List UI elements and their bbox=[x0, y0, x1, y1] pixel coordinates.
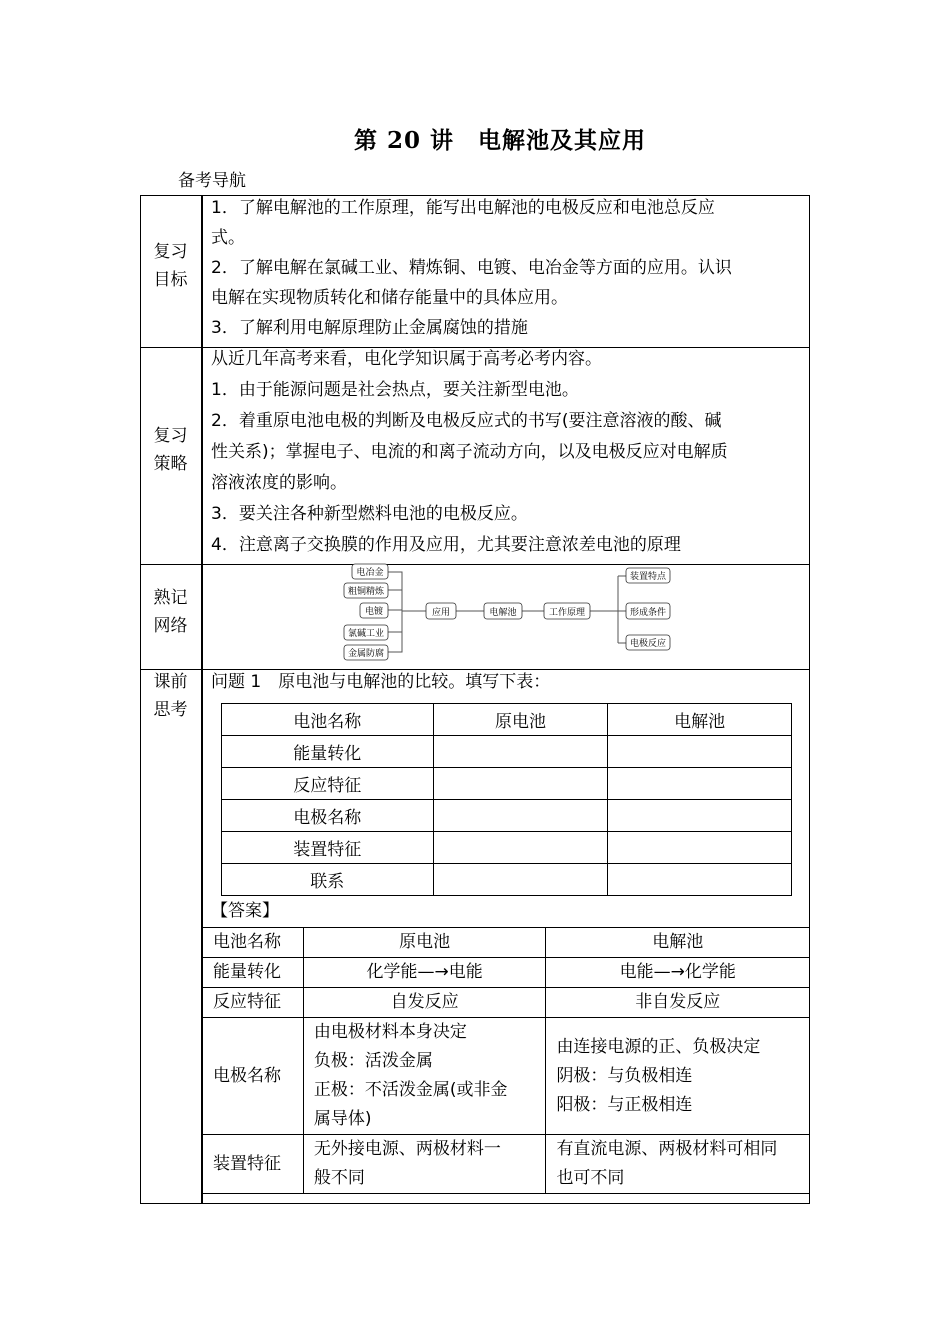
table-cell: 无外接电源、两极材料一 般不同 bbox=[303, 1135, 546, 1194]
blank-cell[interactable] bbox=[433, 864, 608, 896]
row-label: 能量转化 bbox=[203, 958, 304, 988]
node-label: 金属防腐 bbox=[347, 649, 385, 659]
table-row bbox=[222, 832, 792, 864]
table-cell: 自发反应 bbox=[303, 988, 546, 1018]
row-label: 电极名称 bbox=[203, 1018, 304, 1135]
strategy-line: 2．着重原电池电极的判断及电极反应式的书写(要注意溶液的酸、碱 bbox=[211, 411, 722, 431]
strategy-line: 3．要关注各种新型燃料电池的电极反应。 bbox=[211, 504, 528, 524]
table-row bbox=[203, 958, 810, 988]
goals-label: 复习 目标 bbox=[153, 242, 188, 290]
table-row bbox=[222, 800, 792, 832]
section-label: 备考导航 bbox=[178, 171, 246, 191]
blank-cell[interactable] bbox=[608, 768, 792, 800]
node-label: 电极反应 bbox=[629, 639, 667, 649]
table-cell: 电能—→化学能 bbox=[546, 958, 810, 988]
node-label: 电镀 bbox=[364, 607, 384, 617]
table-cell: 由连接电源的正、负极决定 阴极：与负极相连 阳极：与正极相连 bbox=[546, 1018, 810, 1135]
table-row bbox=[203, 928, 810, 958]
table-header: 电池名称 bbox=[203, 928, 304, 958]
table-header: 电解池 bbox=[546, 928, 810, 958]
table-cell: 非自发反应 bbox=[546, 988, 810, 1018]
strategy-line: 4．注意离子交换膜的作用及应用，尤其要注意浓差电池的原理 bbox=[211, 535, 681, 555]
strategy-label: 复习 策略 bbox=[153, 426, 188, 474]
row-label: 能量转化 bbox=[222, 736, 434, 768]
table-row bbox=[222, 704, 792, 736]
node-label: 电解池 bbox=[489, 608, 517, 618]
table-cell: 化学能—→电能 bbox=[303, 958, 546, 988]
goals-line: 2．了解电解在氯碱工业、精炼铜、电镀、电冶金等方面的应用。认识 bbox=[211, 258, 732, 278]
table-header: 原电池 bbox=[303, 928, 546, 958]
table-row bbox=[222, 864, 792, 896]
blank-cell[interactable] bbox=[608, 736, 792, 768]
page-title: 第 20 讲 电解池及其应用 bbox=[353, 127, 647, 154]
concept-map bbox=[340, 563, 680, 663]
question-text: 问题 1 原电池与电解池的比较。填写下表： bbox=[211, 672, 551, 692]
row-label: 装置特征 bbox=[222, 832, 434, 864]
node-label: 装置特点 bbox=[629, 572, 667, 582]
goals-content bbox=[211, 193, 803, 343]
node-label: 工作原理 bbox=[548, 608, 586, 618]
blank-cell[interactable] bbox=[608, 864, 792, 896]
blank-cell[interactable] bbox=[433, 736, 608, 768]
blank-cell[interactable] bbox=[433, 800, 608, 832]
table-header: 原电池 bbox=[433, 704, 608, 736]
strategy-line: 1．由于能源问题是社会热点，要关注新型电池。 bbox=[211, 380, 579, 400]
strategy-content bbox=[211, 344, 803, 561]
node-label: 粗铜精炼 bbox=[347, 587, 385, 597]
row-label: 电极名称 bbox=[222, 800, 434, 832]
table-row bbox=[222, 768, 792, 800]
table-header: 电解池 bbox=[608, 704, 792, 736]
goals-line: 电解在实现物质转化和储存能量中的具体应用。 bbox=[211, 288, 568, 308]
strategy-line: 从近几年高考来看，电化学知识属于高考必考内容。 bbox=[211, 349, 602, 369]
strategy-line: 性关系)；掌握电子、电流的和离子流动方向，以及电极反应对电解质 bbox=[211, 442, 728, 462]
row-label: 联系 bbox=[222, 864, 434, 896]
goals-line: 3．了解利用电解原理防止金属腐蚀的措施 bbox=[211, 318, 528, 338]
answer-label: 【答案】 bbox=[211, 901, 279, 921]
strategy-line: 溶液浓度的影响。 bbox=[211, 473, 347, 493]
node-label: 电冶金 bbox=[356, 568, 384, 578]
table-cell: 有直流电源、两极材料可相同 也可不同 bbox=[546, 1135, 810, 1194]
table-row bbox=[203, 1135, 810, 1194]
preview-label: 课前 思考 bbox=[153, 672, 188, 720]
answer-table bbox=[202, 927, 810, 1194]
node-label: 氯碱工业 bbox=[347, 629, 385, 639]
table-cell: 由电极材料本身决定 负极：活泼金属 正极：不活泼金属(或非金 属导体) bbox=[303, 1018, 546, 1135]
table-row bbox=[203, 1018, 810, 1135]
blank-cell[interactable] bbox=[608, 800, 792, 832]
row-label: 装置特征 bbox=[203, 1135, 304, 1194]
table-row bbox=[203, 988, 810, 1018]
blank-cell[interactable] bbox=[608, 832, 792, 864]
row-label: 反应特征 bbox=[203, 988, 304, 1018]
goals-line: 式。 bbox=[211, 228, 245, 248]
node-label: 应用 bbox=[431, 608, 451, 618]
table-row bbox=[222, 736, 792, 768]
goals-line: 1．了解电解池的工作原理，能写出电解池的电极反应和电池总反应 bbox=[211, 198, 715, 218]
row-label: 反应特征 bbox=[222, 768, 434, 800]
node-label: 形成条件 bbox=[629, 608, 667, 618]
blank-cell[interactable] bbox=[433, 768, 608, 800]
network-label: 熟记 网络 bbox=[153, 588, 188, 636]
blank-cell[interactable] bbox=[433, 832, 608, 864]
question-table bbox=[221, 703, 792, 896]
table-header: 电池名称 bbox=[222, 704, 434, 736]
